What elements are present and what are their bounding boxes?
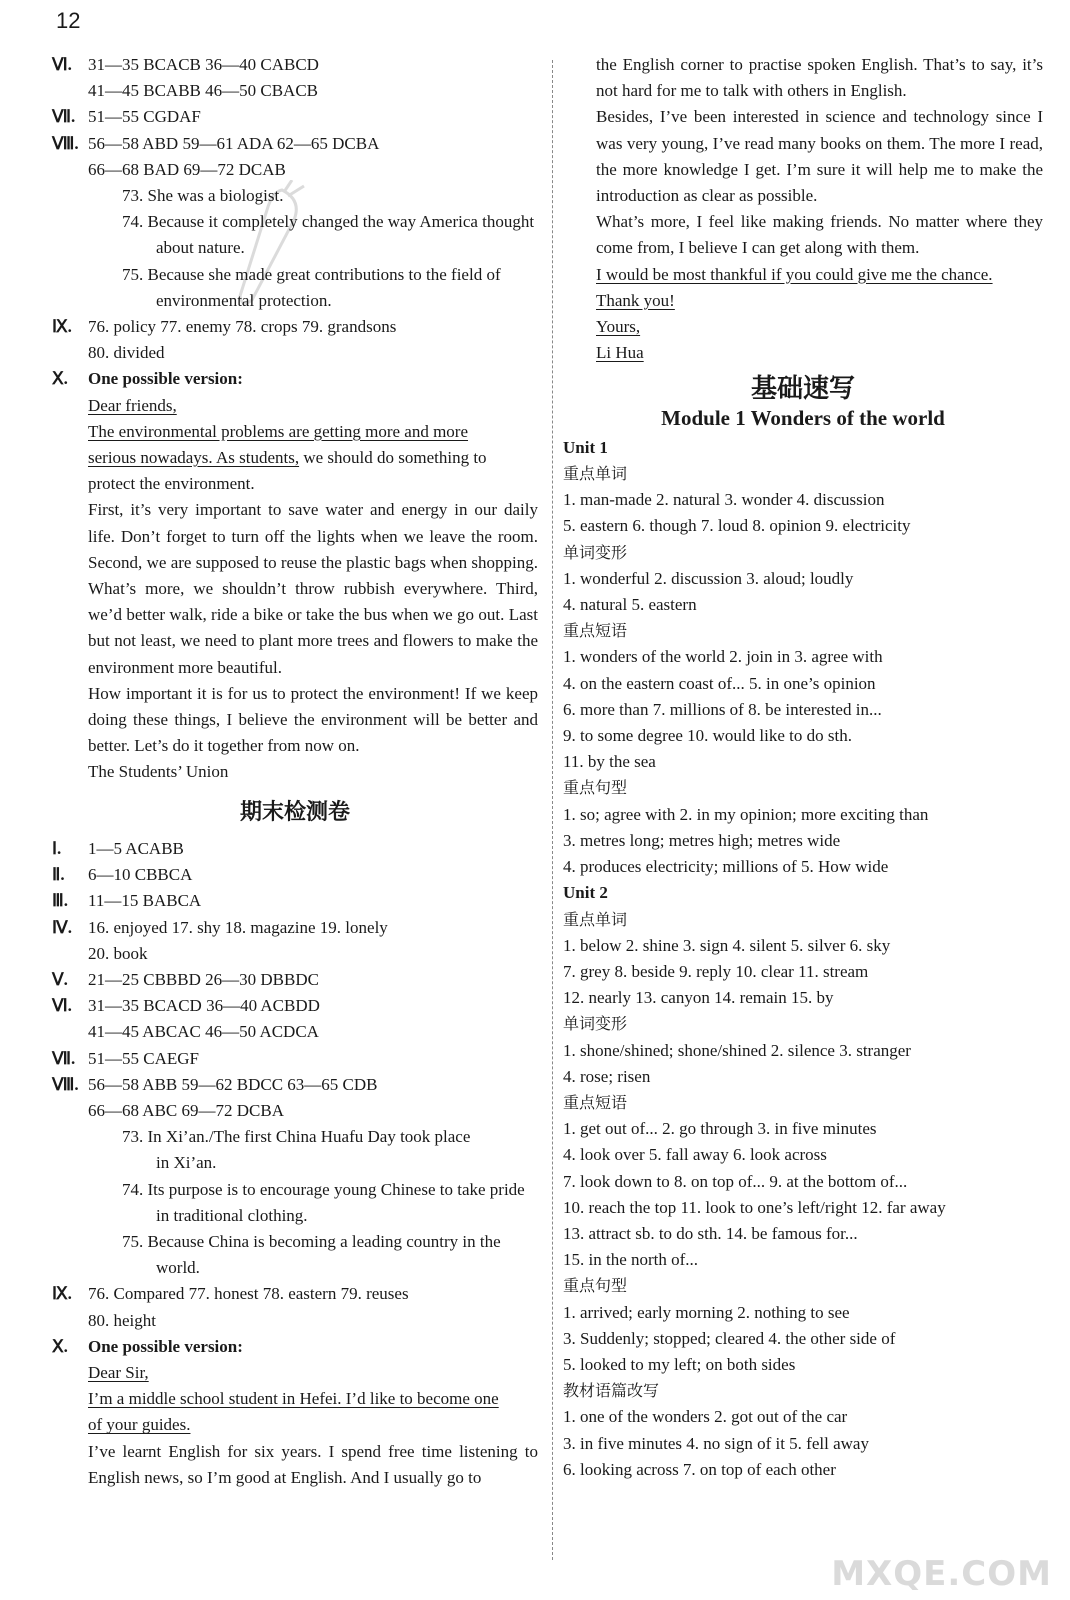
- section-text: 51—55 CAEGF: [88, 1048, 199, 1068]
- answer-line-cont: 66—68 ABC 69—72 DCBA: [88, 1100, 284, 1120]
- section-number: Ⅱ.: [52, 865, 65, 885]
- answer-line: [52, 836, 538, 862]
- answer-line: 13. attract sb. to do sth. 14. be famous for...: [563, 1223, 858, 1243]
- answer-line: [52, 52, 538, 78]
- final-answer-73-line1: 73. In Xi’an./The first China Huafu Day took place: [122, 1127, 471, 1147]
- right-column: [563, 52, 1043, 1483]
- letter2-name: Li Hua: [596, 343, 644, 363]
- final-section-ix-cont: 80. height: [88, 1310, 156, 1330]
- letter1-paragraph-1: First, it’s very important to save water and energy in our daily life. Don’t forget to turn off the lights when we leave the room. Second, we are supposed to reuse the plastic bags when shopping. What’s more, we shouldn’t throw rubbish everywhere. Third, we’d better walk, ride a bike or take the bus when we go out. Last but not least, we need to plant more trees and flowers to make the environment more beautiful.: [88, 500, 538, 677]
- letter2-thanks: Thank you!: [596, 290, 675, 310]
- answer-line: 1. one of the wonders 2. got out of the car: [563, 1407, 848, 1427]
- final-section-ix: [52, 1281, 538, 1307]
- answer-line-cont: 20. book: [88, 943, 148, 963]
- category-label: 单词变形: [563, 542, 628, 562]
- module-title: Module 1 Wonders of the world: [661, 405, 945, 430]
- section-number: Ⅹ.: [52, 1336, 68, 1356]
- letter2-paragraph-1: I’ve learnt English for six years. I spend free time listening to English news, so I’m good at English. And I usually go to: [88, 1441, 538, 1487]
- answer-line: [52, 967, 538, 993]
- answer-line: [52, 104, 538, 130]
- answer-line: 7. grey 8. beside 9. reply 10. clear 11. stream: [563, 961, 869, 981]
- section-text: 56—58 ABD 59—61 ADA 62—65 DCBA: [88, 133, 380, 153]
- unit-title: Unit 1: [563, 437, 608, 457]
- answer-line: 4. natural 5. eastern: [563, 595, 697, 615]
- category-label: 教材语篇改写: [563, 1381, 660, 1401]
- letter1-line-3: protect the environment.: [88, 474, 255, 494]
- answer-line: [52, 862, 538, 888]
- answer-line-cont: 41—45 ABCAC 46—50 ACDCA: [88, 1022, 319, 1042]
- category-label: 重点短语: [563, 621, 628, 641]
- section-text: 76. Compared 77. honest 78. eastern 79. reuses: [88, 1284, 409, 1304]
- section-title: 期末检测卷: [239, 799, 350, 825]
- answer-line: 1. man-made 2. natural 3. wonder 4. discussion: [563, 490, 885, 510]
- section-number: Ⅷ.: [52, 1074, 79, 1094]
- answer-line: 12. nearly 13. canyon 14. remain 15. by: [563, 988, 834, 1008]
- answer-line: 1. so; agree with 2. in my opinion; more exciting than: [563, 804, 929, 824]
- category-label: 重点短语: [563, 1092, 628, 1112]
- final-section-x: [52, 1334, 538, 1360]
- answer-line: 5. looked to my left; on both sides: [563, 1354, 796, 1374]
- letter2-paragraph-3: What’s more, I feel like making friends. No matter where they come from, I believe I can get along with them.: [596, 212, 1043, 258]
- answer-line: [52, 1046, 538, 1072]
- answer-line: 5. eastern 6. though 7. loud 8. opinion 9. electricity: [563, 516, 911, 536]
- answer-line: 1. wonders of the world 2. join in 3. agree with: [563, 647, 883, 667]
- page-number: 12: [56, 8, 81, 33]
- answer-line: 6. looking across 7. on top of each other: [563, 1459, 836, 1479]
- column-divider: [552, 60, 553, 1560]
- answer-75-line2: environmental protection.: [156, 290, 332, 310]
- letter1-underlined-2: serious nowadays. As students, we should do something to: [88, 448, 487, 468]
- answer-line: 4. produces electricity; millions of 5. How wide: [563, 857, 889, 877]
- letter1-greeting: Dear friends,: [88, 395, 177, 415]
- answer-line: 1. below 2. shine 3. sign 4. silent 5. silver 6. sky: [563, 935, 891, 955]
- section-number: Ⅲ.: [52, 891, 68, 911]
- answer-line: 4. look over 5. fall away 6. look across: [563, 1145, 827, 1165]
- final-answer-74-line1: 74. Its purpose is to encourage young Chinese to take pride: [122, 1179, 525, 1199]
- section-text: 76. policy 77. enemy 78. crops 79. grandsons: [88, 317, 397, 337]
- section-number: Ⅵ.: [52, 996, 72, 1016]
- answer-75-line1: 75. Because she made great contributions to the field of: [122, 264, 501, 284]
- answer-line: [52, 888, 538, 914]
- answer-block-2: [52, 836, 538, 1124]
- section-number: Ⅴ.: [52, 969, 68, 989]
- letter2-underlined: I would be most thankful if you could give me the chance.: [596, 264, 993, 284]
- answer-line: [52, 131, 538, 157]
- category-label: 重点句型: [563, 1276, 628, 1296]
- letter2-paragraph-1-cont: the English corner to practise spoken English. That’s to say, it’s not hard for me to talk with others in English.: [596, 55, 1043, 101]
- section-text: 16. enjoyed 17. shy 18. magazine 19. lonely: [88, 917, 388, 937]
- category-label: 重点句型: [563, 778, 628, 798]
- answer-line: 3. metres long; metres high; metres wide: [563, 830, 841, 850]
- section-number: Ⅶ.: [52, 107, 76, 127]
- section-number: Ⅷ.: [52, 133, 79, 153]
- answer-line: [52, 993, 538, 1019]
- section-big-title: 基础速写: [750, 374, 855, 405]
- letter2-paragraph-2: Besides, I’ve been interested in science and technology since I was very young, I’ve read many books on them. The more I read, the more knowledge I get. I’m sure it will help me to make the introduction as clear as possible.: [596, 107, 1043, 206]
- answer-line: 4. on the eastern coast of... 5. in one’s opinion: [563, 673, 876, 693]
- answer-74-line2: about nature.: [156, 238, 245, 258]
- answer-line: 3. in five minutes 4. no sign of it 5. fell away: [563, 1433, 869, 1453]
- answer-74-line1: 74. Because it completely changed the way America thought: [122, 212, 535, 232]
- answer-line: 1. arrived; early morning 2. nothing to see: [563, 1302, 850, 1322]
- answer-line: 6. more than 7. millions of 8. be interested in...: [563, 699, 882, 719]
- answer-73: 73. She was a biologist.: [122, 186, 284, 206]
- section-number: Ⅸ.: [52, 1284, 72, 1304]
- section-text: 6—10 CBBCA: [88, 865, 193, 885]
- answer-line: 9. to some degree 10. would like to do sth.: [563, 726, 852, 746]
- section-number: Ⅶ.: [52, 1048, 76, 1068]
- answer-line: 3. Suddenly; stopped; cleared 4. the other side of: [563, 1328, 896, 1348]
- section-number: Ⅹ.: [52, 369, 68, 389]
- answer-line: 10. reach the top 11. look to one’s left/right 12. far away: [563, 1197, 946, 1217]
- final-answer-75-line2: world.: [156, 1258, 200, 1278]
- section-label: One possible version:: [88, 369, 243, 389]
- unit-1: [563, 435, 1043, 880]
- answer-line: 1. shone/shined; shone/shined 2. silence 3. stranger: [563, 1040, 911, 1060]
- section-number: Ⅰ.: [52, 838, 62, 858]
- answer-line: 15. in the north of...: [563, 1250, 699, 1270]
- category-label: 重点单词: [563, 464, 628, 484]
- section-text: 51—55 CGDAF: [88, 107, 201, 127]
- category-label: 重点单词: [563, 909, 628, 929]
- site-watermark: MXQE.COM: [831, 1554, 1052, 1594]
- answer-line: 4. rose; risen: [563, 1066, 651, 1086]
- letter2-underlined-2: of your guides.: [88, 1415, 191, 1435]
- section-text: 11—15 BABCA: [88, 891, 202, 911]
- answer-line: 11. by the sea: [563, 752, 656, 772]
- letter1-underlined-1: The environmental problems are getting more and more: [88, 421, 469, 441]
- letter1-signature: The Students’ Union: [88, 762, 229, 782]
- section-number: Ⅸ.: [52, 317, 72, 337]
- final-answer-75-line1: 75. Because China is becoming a leading country in the: [122, 1231, 501, 1251]
- answer-line-cont: 41—45 BCABB 46—50 CBACB: [88, 81, 319, 101]
- section-number: Ⅵ.: [52, 55, 72, 74]
- section-number: Ⅳ.: [52, 917, 72, 937]
- answer-line: 7. look down to 8. on top of... 9. at the bottom of...: [563, 1171, 908, 1191]
- left-column: [52, 52, 538, 1491]
- final-answer-74-line2: in traditional clothing.: [156, 1205, 308, 1225]
- letter2-closing: Yours,: [596, 317, 641, 337]
- section-text: 31—35 BCACB 36—40 CABCD: [88, 55, 319, 74]
- section-text: 56—58 ABB 59—62 BDCC 63—65 CDB: [88, 1074, 378, 1094]
- category-label: 单词变形: [563, 1014, 628, 1034]
- unit-title: Unit 2: [563, 883, 608, 903]
- section-text: 21—25 CBBBD 26—30 DBBDC: [88, 969, 319, 989]
- unit-2: [563, 880, 1043, 1483]
- answer-line-cont: 66—68 BAD 69—72 DCAB: [88, 159, 286, 179]
- letter1-paragraph-2: How important it is for us to protect the environment! If we keep doing these things, I believe the environment will be better and better. Let’s do it together from now on.: [88, 683, 538, 756]
- answer-line: [52, 1072, 538, 1098]
- section-ix: [52, 314, 538, 340]
- letter2-greeting: Dear Sir,: [88, 1362, 149, 1382]
- section-text: 31—35 BCACD 36—40 ACBDD: [88, 996, 320, 1016]
- section-text: 1—5 ACABB: [88, 838, 184, 858]
- answer-block-1: [52, 52, 538, 183]
- answer-line: 1. wonderful 2. discussion 3. aloud; loudly: [563, 568, 854, 588]
- section-label: One possible version:: [88, 1336, 243, 1356]
- section-x: [52, 366, 538, 392]
- answer-line: [52, 915, 538, 941]
- section-ix-cont: 80. divided: [88, 343, 165, 363]
- final-answer-73-line2: in Xi’an.: [156, 1153, 217, 1173]
- answer-line: 1. get out of... 2. go through 3. in five minutes: [563, 1119, 877, 1139]
- letter2-underlined-1: I’m a middle school student in Hefei. I’d like to become one: [88, 1389, 499, 1409]
